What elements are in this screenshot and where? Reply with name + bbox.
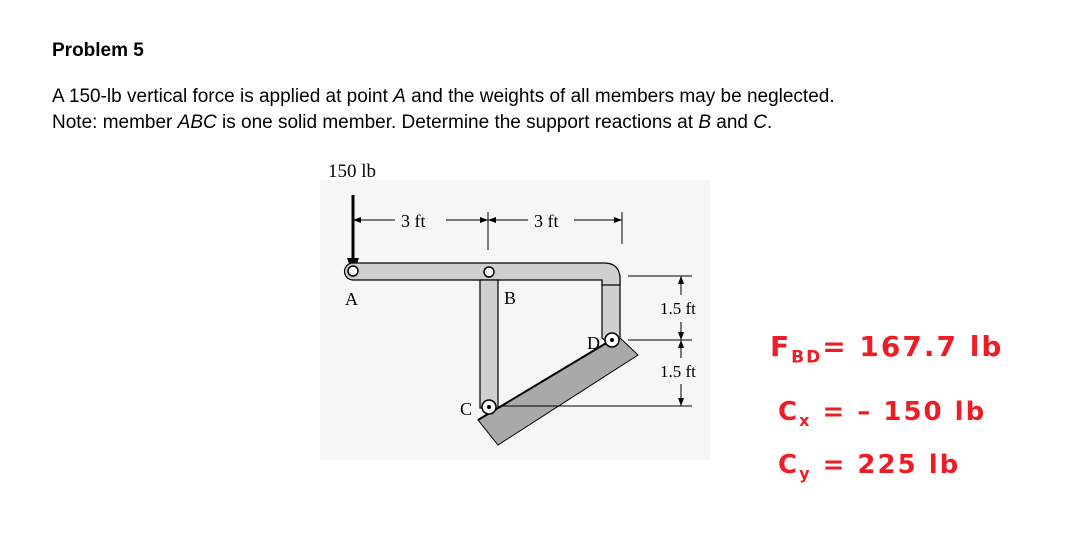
dim-label-3ft-left: 3 ft [401, 211, 426, 231]
point-label-c: C [460, 399, 473, 419]
problem-statement-line-1 [52, 86, 835, 108]
pin-b [484, 267, 494, 277]
answer-cy-value: = 225 lb [811, 450, 961, 480]
answer-fbd-symbol: F [770, 330, 792, 363]
answer-fbd [770, 330, 1003, 368]
pin-d-center [610, 338, 614, 342]
point-b-ref: B [698, 112, 711, 133]
dim-label-1-5ft-lower: 1.5 ft [660, 362, 696, 381]
answer-fbd-value: = 167.7 lb [822, 330, 1004, 363]
pin-c-center [487, 405, 491, 409]
pin-a [348, 266, 358, 276]
statement-text: and [711, 112, 754, 133]
point-label-b: B [504, 288, 517, 308]
answer-cx-symbol: C [778, 397, 800, 427]
problem-statement-line-2 [52, 112, 772, 134]
statement-text: . [767, 112, 773, 133]
statement-text: is one solid member. Determine the support reactions at [216, 112, 699, 133]
member-abc-ref: ABC [177, 112, 217, 133]
mechanism-figure [300, 150, 720, 470]
answer-fbd-subscript: BD [791, 347, 823, 368]
point-a-ref: A [393, 86, 406, 107]
dim-label-3ft-right: 3 ft [534, 211, 559, 231]
force-label: 150 lb [328, 161, 377, 182]
statement-text: Note: member [52, 112, 178, 133]
answer-cy [778, 450, 960, 483]
answer-cx-value: = – 150 lb [811, 397, 987, 427]
point-c-ref: C [753, 112, 767, 133]
dim-label-1-5ft-upper: 1.5 ft [660, 299, 696, 318]
answer-cy-subscript: y [799, 464, 812, 484]
statement-text: A 150-lb vertical force is applied at point [52, 86, 394, 107]
point-label-d: D [587, 333, 600, 353]
answer-cx-subscript: x [799, 411, 812, 431]
answer-cy-symbol: C [778, 450, 800, 480]
answer-cx [778, 397, 986, 430]
problem-title: Problem 5 [52, 40, 144, 61]
point-label-a: A [345, 289, 358, 309]
statement-text: and the weights of all members may be neglected. [405, 86, 835, 107]
member-abc-leg [480, 280, 498, 408]
